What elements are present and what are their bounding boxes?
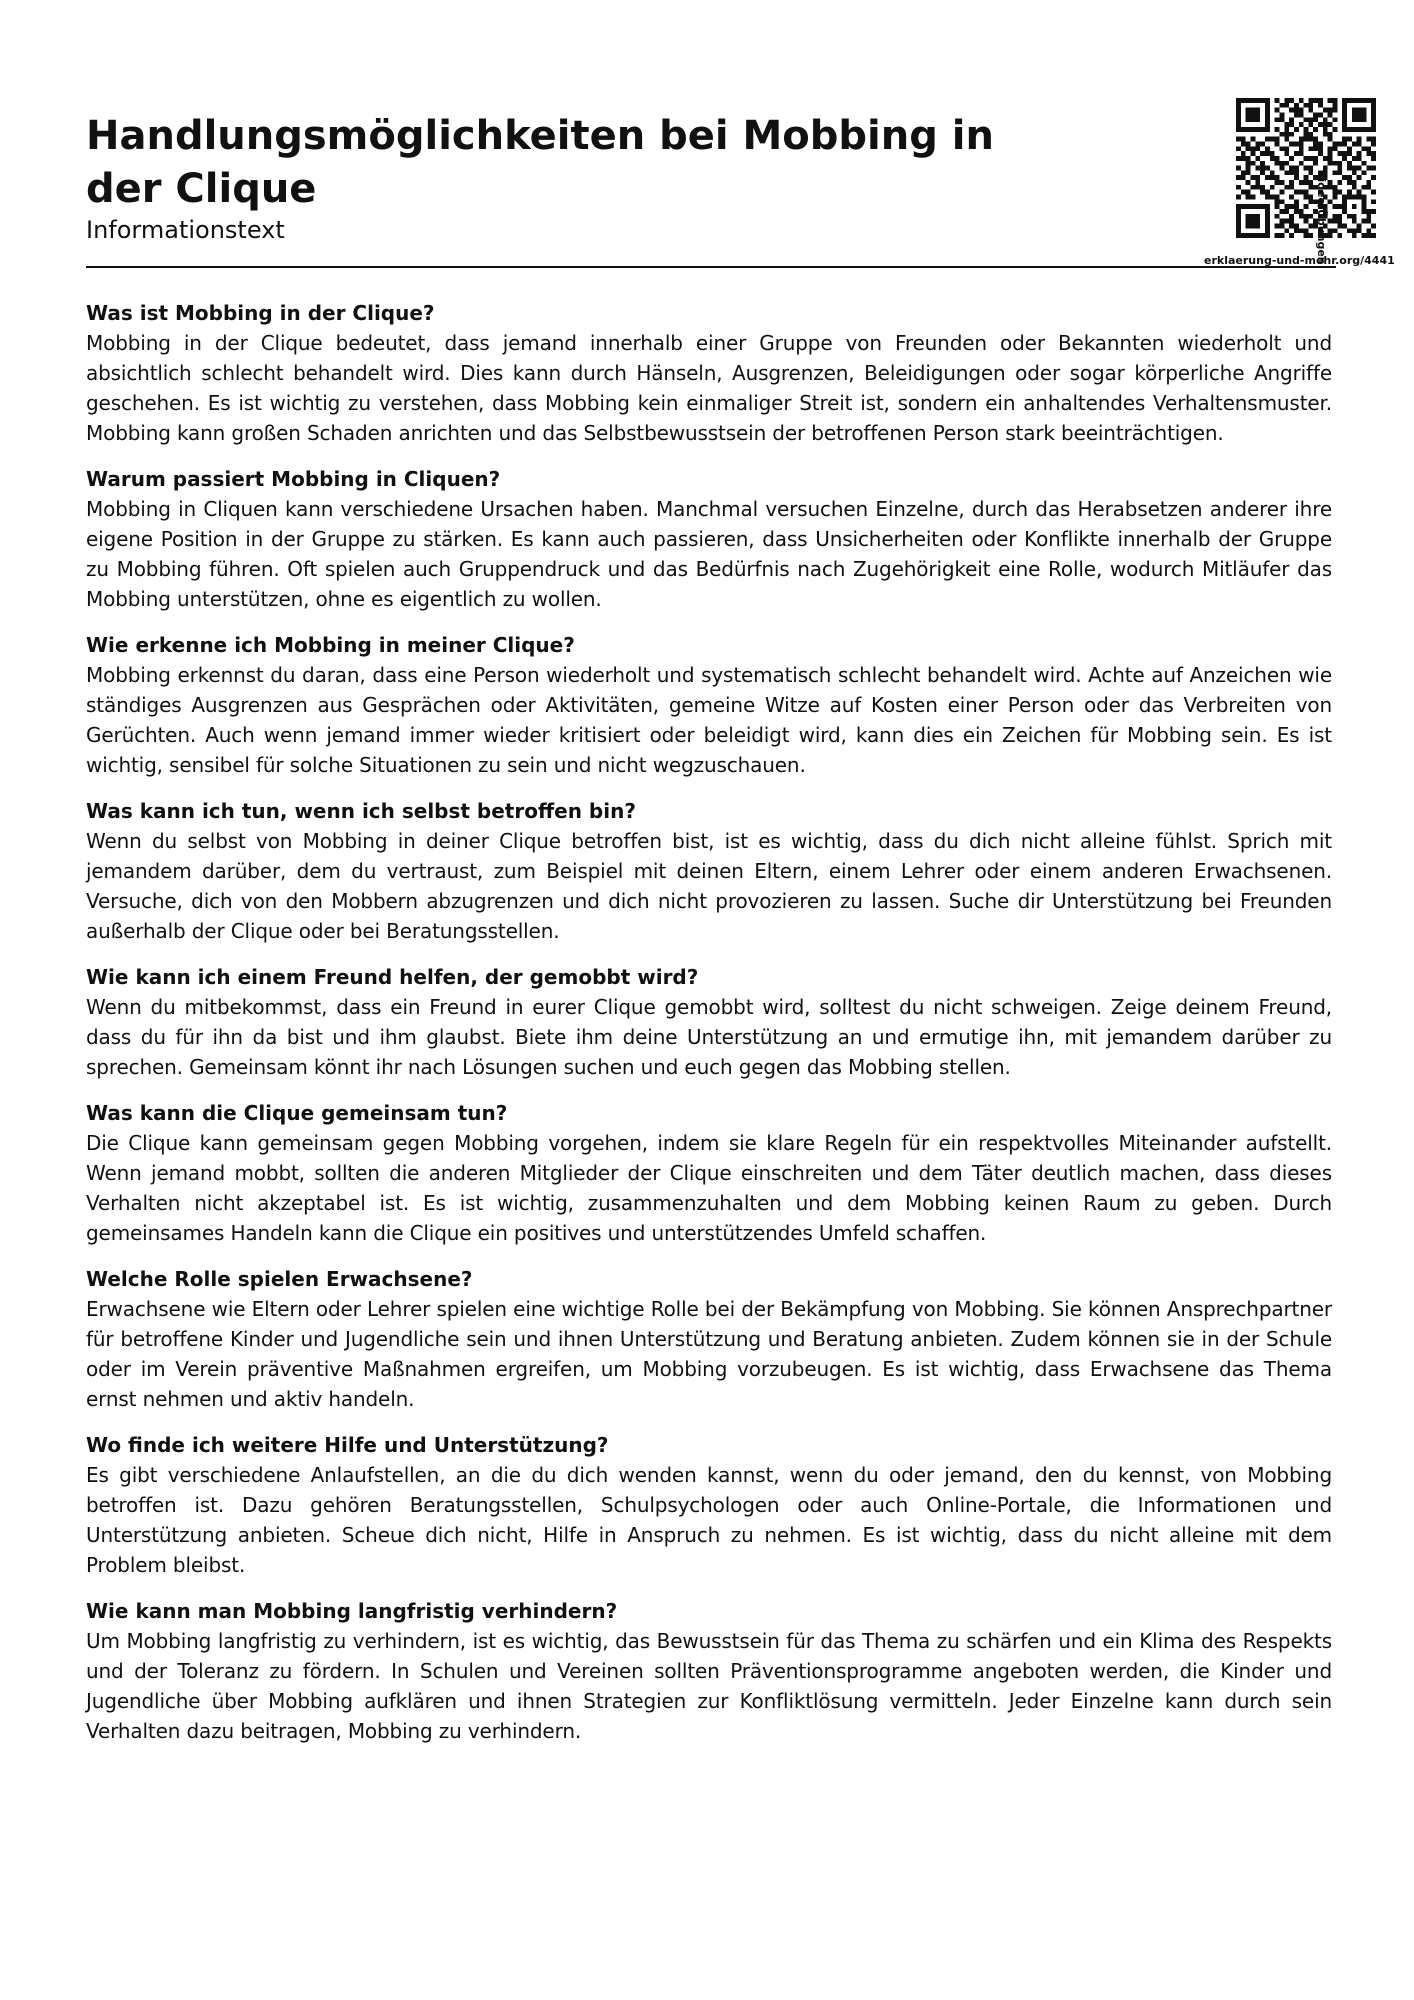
section-self-affected	[86, 796, 1332, 946]
page-title: Handlungsmöglichkeiten bei Mobbing in der Clique	[86, 113, 994, 212]
section-heading: Wie kann man Mobbing langfristig verhindern?	[86, 1599, 618, 1623]
section-what-is-mobbing	[86, 298, 1332, 448]
section-role-of-adults	[86, 1264, 1332, 1414]
section-text: Um Mobbing langfristig zu verhindern, ist es wichtig, das Bewusstsein für das Thema zu schärfen und ein Klima des Respekts und der Toleranz zu fördern. In Schulen und Vereinen sollten Präventionsprogramme angeboten werden, die Kinder und Jugendliche über Mobbing aufklären und ihnen Strategien zur Konfliktlösung vermitteln. Jeder Einzelne kann durch sein Verhalten dazu beitragen, Mobbing zu verhindern.	[86, 1629, 1332, 1743]
qr-code-icon[interactable]	[1236, 98, 1376, 238]
section-recognize-mobbing	[86, 630, 1332, 780]
section-help-friend	[86, 962, 1332, 1082]
section-heading: Was ist Mobbing in der Clique?	[86, 301, 435, 325]
section-text: Erwachsene wie Eltern oder Lehrer spielen eine wichtige Rolle bei der Bekämpfung von Mobbing. Sie können Ansprechpartner für betroffene Kinder und Jugendliche sein und ihnen Unterstützung und Beratung anbieten. Zudem können sie in der Schule oder im Verein präventive Maßnahmen ergreifen, um Mobbing vorzubeugen. Es ist wichtig, dass Erwachsene das Thema ernst nehmen und aktiv handeln.	[86, 1297, 1332, 1411]
document-body	[86, 298, 1332, 1762]
section-clique-together	[86, 1098, 1332, 1248]
section-text: Mobbing in der Clique bedeutet, dass jemand innerhalb einer Gruppe von Freunden oder Bekannten wiederholt und absichtlich schlecht behandelt wird. Dies kann durch Hänseln, Ausgrenzen, Beleidigungen oder sogar körperliche Angriffe geschehen. Es ist wichtig zu verstehen, dass Mobbing kein einmaliger Streit ist, sondern ein anhaltendes Verhaltensmuster. Mobbing kann großen Schaden anrichten und das Selbstbewusstsein der betroffenen Person stark beeinträchtigen.	[86, 331, 1332, 445]
source-url[interactable]: erklaerung-und-mehr.org/4441	[1204, 254, 1395, 267]
section-why-mobbing	[86, 464, 1332, 614]
section-text: Es gibt verschiedene Anlaufstellen, an die du dich wenden kannst, wenn du oder jemand, den du kennst, von Mobbing betroffen ist. Dazu gehören Beratungsstellen, Schulpsychologen oder auch Online-Portale, die Informationen und Unterstützung anbieten. Scheue dich nicht, Hilfe in Anspruch zu nehmen. Es ist wichtig, dass du nicht alleine mit dem Problem bleibst.	[86, 1463, 1332, 1577]
section-prevent-long-term	[86, 1596, 1332, 1746]
section-heading: Welche Rolle spielen Erwachsene?	[86, 1267, 473, 1291]
section-text: Mobbing in Cliquen kann verschiedene Ursachen haben. Manchmal versuchen Einzelne, durch das Herabsetzen anderer ihre eigene Position in der Gruppe zu stärken. Es kann auch passieren, dass Unsicherheiten oder Konflikte innerhalb der Gruppe zu Mobbing führen. Oft spielen auch Gruppendruck und das Bedürfnis nach Zugehörigkeit eine Rolle, wodurch Mitläufer das Mobbing unterstützen, ohne es eigentlich zu wollen.	[86, 497, 1332, 611]
section-heading: Wie erkenne ich Mobbing in meiner Clique?	[86, 633, 575, 657]
header-divider	[86, 266, 1336, 268]
qr-video-label: Video/Übungen	[1315, 170, 1328, 265]
section-text: Wenn du mitbekommst, dass ein Freund in eurer Clique gemobbt wird, solltest du nicht schweigen. Zeige deinem Freund, dass du für ihn da bist und ihm glaubst. Biete ihm deine Unterstützung an und ermutige ihn, mit jemandem darüber zu sprechen. Gemeinsam könnt ihr nach Lösungen suchen und euch gegen das Mobbing stellen.	[86, 995, 1332, 1079]
section-heading: Was kann ich tun, wenn ich selbst betroffen bin?	[86, 799, 636, 823]
section-heading: Wie kann ich einem Freund helfen, der gemobbt wird?	[86, 965, 699, 989]
page-subtitle: Informationstext	[86, 216, 285, 244]
section-further-help	[86, 1430, 1332, 1580]
qr-code-graphic	[1236, 98, 1376, 238]
section-text: Wenn du selbst von Mobbing in deiner Clique betroffen bist, ist es wichtig, dass du dich nicht alleine fühlst. Sprich mit jemandem darüber, dem du vertraust, zum Beispiel mit deinen Eltern, einem Lehrer oder einem anderen Erwachsenen. Versuche, dich von den Mobbern abzugrenzen und dich nicht provozieren zu lassen. Suche dir Unterstützung bei Freunden außerhalb der Clique oder bei Beratungsstellen.	[86, 829, 1332, 943]
section-text: Die Clique kann gemeinsam gegen Mobbing vorgehen, indem sie klare Regeln für ein respektvolles Miteinander aufstellt. Wenn jemand mobbt, sollten die anderen Mitglieder der Clique einschreiten und dem Täter deutlich machen, dass dieses Verhalten nicht akzeptabel ist. Es ist wichtig, zusammenzuhalten und dem Mobbing keinen Raum zu geben. Durch gemeinsames Handeln kann die Clique ein positives und unterstützendes Umfeld schaffen.	[86, 1131, 1332, 1245]
section-heading: Was kann die Clique gemeinsam tun?	[86, 1101, 508, 1125]
section-heading: Wo finde ich weitere Hilfe und Unterstützung?	[86, 1433, 609, 1457]
section-text: Mobbing erkennst du daran, dass eine Person wiederholt und systematisch schlecht behandelt wird. Achte auf Anzeichen wie ständiges Ausgrenzen aus Gesprächen oder Aktivitäten, gemeine Witze auf Kosten einer Person oder das Verbreiten von Gerüchten. Auch wenn jemand immer wieder kritisiert oder beleidigt wird, kann dies ein Zeichen für Mobbing sein. Es ist wichtig, sensibel für solche Situationen zu sein und nicht wegzuschauen.	[86, 663, 1332, 777]
document-header	[86, 110, 1395, 270]
section-heading: Warum passiert Mobbing in Cliquen?	[86, 467, 501, 491]
